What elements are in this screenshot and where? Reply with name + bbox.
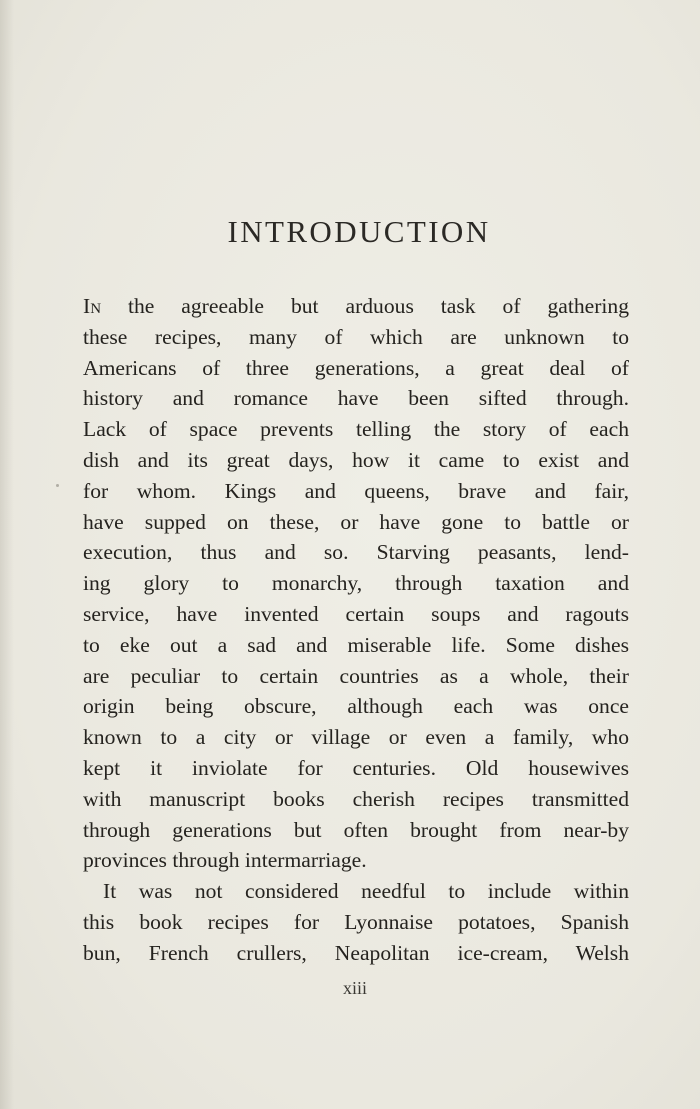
text-line: with manuscript books cherish recipes transmitted bbox=[83, 786, 629, 811]
text-line: known to a city or village or even a family, who bbox=[83, 725, 629, 750]
text-line: history and romance have been sifted through. bbox=[83, 386, 629, 411]
text-line: execution, thus and so. Starving peasants, lend- bbox=[83, 540, 629, 565]
drop-word: In bbox=[83, 294, 102, 318]
text-line: kept it inviolate for centuries. Old housewives bbox=[83, 755, 629, 780]
page-number: xiii bbox=[342, 978, 367, 998]
text-line: bun, French crullers, Neapolitan ice-cream, Welsh bbox=[83, 940, 629, 965]
gutter-shadow bbox=[0, 0, 14, 1109]
text-line: In the agreeable but arduous task of gathering bbox=[83, 294, 629, 318]
text-line: Americans of three generations, a great deal of bbox=[83, 355, 629, 380]
text-line: It was not considered needful to include within bbox=[103, 879, 629, 904]
text-line: this book recipes for Lyonnaise potatoes, Spanish bbox=[83, 909, 629, 934]
text-line: through generations but often brought from near-by bbox=[83, 817, 629, 842]
text-line: Lack of space prevents telling the story of each bbox=[83, 417, 629, 442]
text-line: for whom. Kings and queens, brave and fair, bbox=[83, 478, 629, 503]
text-line: dish and its great days, how it came to exist and bbox=[83, 447, 629, 472]
text-line: have supped on these, or have gone to battle or bbox=[83, 509, 629, 534]
text-line: ing glory to monarchy, through taxation and bbox=[83, 571, 629, 596]
page-title: INTRODUCTION bbox=[227, 214, 491, 249]
text-line: service, have invented certain soups and ragouts bbox=[83, 601, 629, 626]
text-line: these recipes, many of which are unknown to bbox=[83, 324, 629, 349]
text-line: to eke out a sad and miserable life. Some dishes bbox=[83, 632, 629, 657]
text-line: provinces through intermarriage. bbox=[83, 848, 367, 873]
text-line: are peculiar to certain countries as a whole, their bbox=[83, 663, 629, 688]
text-line: origin being obscure, although each was once bbox=[83, 694, 629, 719]
paper-speck bbox=[56, 484, 59, 487]
body-text bbox=[83, 291, 629, 969]
